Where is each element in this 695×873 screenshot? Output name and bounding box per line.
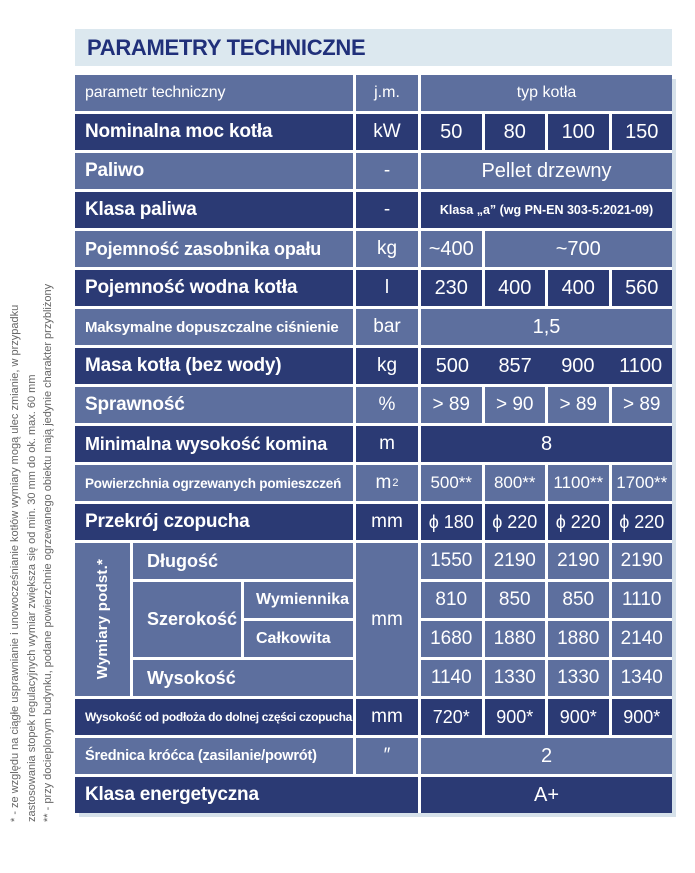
value-cell: 2190 bbox=[548, 543, 609, 579]
value-cell: 900* bbox=[485, 699, 546, 735]
value-cell: 1100** bbox=[548, 465, 609, 501]
param-label: Masa kotła (bez wody) bbox=[75, 348, 353, 384]
param-label: Sprawność bbox=[75, 387, 353, 423]
value-cell: ϕ 220 bbox=[612, 504, 673, 540]
value-cell: 2190 bbox=[612, 543, 673, 579]
value-cell: 1680 bbox=[421, 621, 482, 657]
table-row-fuel-class bbox=[75, 192, 672, 228]
param-label: Powierzchnia ogrzewanych pomieszczeń bbox=[75, 465, 353, 501]
value-cell: 500** bbox=[421, 465, 482, 501]
value-cell: 500 bbox=[435, 354, 470, 377]
param-label: Paliwo bbox=[75, 153, 353, 189]
value-cell: 900 bbox=[561, 354, 595, 377]
unit-cell: mm bbox=[356, 699, 418, 735]
table-row-fuel bbox=[75, 153, 672, 189]
table-header-row bbox=[75, 75, 672, 111]
dimensions-side-label: Wymiary podst.* bbox=[94, 559, 111, 680]
table-row-heated-area bbox=[75, 465, 672, 501]
value-cell: 1110 bbox=[612, 582, 673, 618]
value-cell: > 89 bbox=[612, 387, 673, 423]
value-cell: 1550 bbox=[421, 543, 482, 579]
dimensions-unit-cell: mm bbox=[356, 543, 418, 696]
dimensions-side-label-cell bbox=[75, 543, 130, 696]
value-cell: 150 bbox=[612, 114, 673, 150]
unit-cell: ″ bbox=[356, 738, 418, 774]
value-cell: ϕ 220 bbox=[485, 504, 546, 540]
value-cell: 850 bbox=[548, 582, 609, 618]
value-cell: 80 bbox=[485, 114, 546, 150]
dimensions-group bbox=[75, 543, 672, 696]
value-cell: 800** bbox=[485, 465, 546, 501]
param-label: Przekrój czopucha bbox=[75, 504, 353, 540]
value-cell: ~700 bbox=[485, 231, 673, 267]
dim-length-label: Długość bbox=[133, 543, 353, 579]
value-cell: 50 bbox=[421, 114, 482, 150]
unit-cell: kg bbox=[356, 348, 418, 384]
table-row-efficiency bbox=[75, 387, 672, 423]
param-label: Pojemność wodna kotła bbox=[75, 270, 353, 306]
value-cell: Klasa „a” (wg PN-EN 303-5:2021-09) bbox=[421, 192, 672, 228]
value-cell: > 89 bbox=[421, 387, 482, 423]
value-cell: ~400 bbox=[421, 231, 482, 267]
dim-width-exchanger-label: Wymiennika bbox=[244, 582, 353, 618]
value-cell: 400 bbox=[548, 270, 609, 306]
unit-cell: l bbox=[356, 270, 418, 306]
value-cell: 560 bbox=[612, 270, 673, 306]
unit-cell: mm bbox=[356, 504, 418, 540]
unit-cell: - bbox=[356, 192, 418, 228]
value-cell: 2 bbox=[421, 738, 672, 774]
param-label: Nominalna moc kotła bbox=[75, 114, 353, 150]
value-cell: 1340 bbox=[612, 660, 673, 696]
unit-cell: bar bbox=[356, 309, 418, 345]
technical-parameters-table bbox=[75, 75, 672, 813]
unit-cell: kW bbox=[356, 114, 418, 150]
header-unit-column: j.m. bbox=[356, 75, 418, 111]
table-row-nominal-power bbox=[75, 114, 672, 150]
page-title: PARAMETRY TECHNICZNE bbox=[87, 34, 366, 60]
table-row-max-pressure bbox=[75, 309, 672, 345]
value-cell: 1330 bbox=[485, 660, 546, 696]
table-row-flue-diameter bbox=[75, 504, 672, 540]
header-type-column: typ kotła bbox=[421, 75, 672, 111]
param-label: Wysokość od podłoża do dolnej części czopucha bbox=[75, 699, 353, 735]
param-label: Średnica króćca (zasilanie/powrót) bbox=[75, 738, 353, 774]
value-cell: 900* bbox=[612, 699, 673, 735]
value-cell: 1330 bbox=[548, 660, 609, 696]
footnotes bbox=[7, 228, 57, 822]
value-cell: 1100 bbox=[619, 354, 663, 377]
footnote-line: ** - przy docieplonym budynku, podane powierzchnie ogrzewanego obiektu mają jedynie charakter przybliżony bbox=[42, 283, 54, 822]
value-cell: 900* bbox=[548, 699, 609, 735]
param-label: Klasa paliwa bbox=[75, 192, 353, 228]
value-cell: > 89 bbox=[548, 387, 609, 423]
table-row-boiler-mass bbox=[75, 348, 672, 384]
value-cell: 1880 bbox=[485, 621, 546, 657]
param-label: Minimalna wysokość komina bbox=[75, 426, 353, 462]
header-param-column: parametr techniczny bbox=[75, 75, 353, 111]
value-cell: 810 bbox=[421, 582, 482, 618]
value-cell: 400 bbox=[485, 270, 546, 306]
value-cell: 720* bbox=[421, 699, 482, 735]
value-cell: 857 bbox=[498, 354, 532, 377]
table-row-flue-bottom-height bbox=[75, 699, 672, 735]
table-row-hopper-capacity bbox=[75, 231, 672, 267]
param-label: Pojemność zasobnika opału bbox=[75, 231, 353, 267]
unit-cell: % bbox=[356, 387, 418, 423]
unit-cell: - bbox=[356, 153, 418, 189]
title-band bbox=[75, 29, 672, 66]
value-cell: 2140 bbox=[612, 621, 673, 657]
value-cell: 230 bbox=[421, 270, 482, 306]
value-cell: 1700** bbox=[612, 465, 673, 501]
value-cell: 1880 bbox=[548, 621, 609, 657]
table-row-water-capacity bbox=[75, 270, 672, 306]
value-cell: 850 bbox=[485, 582, 546, 618]
footnote-line: zastosowania stopek regulacyjnych wymiar zwiększa się od min. 30 mm do ok. max. 60 mm bbox=[25, 374, 38, 822]
unit-cell: m 2 bbox=[356, 465, 418, 501]
table-row-energy-class bbox=[75, 777, 672, 813]
dim-width-total-label: Całkowita bbox=[244, 621, 353, 657]
table-row-min-chimney-height bbox=[75, 426, 672, 462]
value-cell: > 90 bbox=[485, 387, 546, 423]
value-cell: 8 bbox=[421, 426, 672, 462]
param-label: Klasa energetyczna bbox=[75, 777, 418, 813]
value-cell: 100 bbox=[548, 114, 609, 150]
param-label: Maksymalne dopuszczalne ciśnienie bbox=[75, 309, 353, 345]
value-cell: ϕ 220 bbox=[548, 504, 609, 540]
dim-height-label: Wysokość bbox=[133, 660, 353, 696]
value-cell: 2190 bbox=[485, 543, 546, 579]
dim-width-label: Szerokość bbox=[133, 582, 241, 657]
value-cell-group bbox=[421, 348, 672, 384]
unit-cell: kg bbox=[356, 231, 418, 267]
table-row-connector-diameter bbox=[75, 738, 672, 774]
value-cell: 1140 bbox=[421, 660, 482, 696]
value-cell: Pellet drzewny bbox=[421, 153, 672, 189]
unit-cell: m bbox=[356, 426, 418, 462]
value-cell: 1,5 bbox=[421, 309, 672, 345]
value-cell: A+ bbox=[421, 777, 672, 813]
footnote-line: * - ze względu na ciągłe usprawnianie i unowocześnianie kotłów wymiary mogą ulec zmianie, w przypadku bbox=[9, 304, 21, 822]
value-cell: ϕ 180 bbox=[421, 504, 482, 540]
